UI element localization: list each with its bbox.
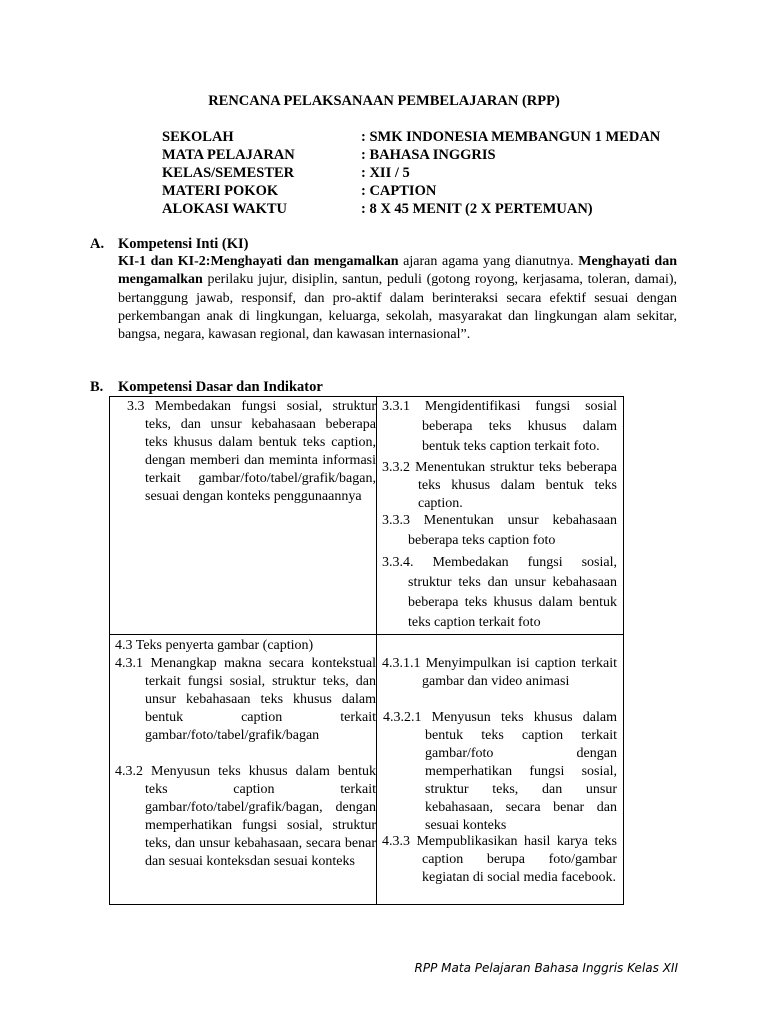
indicator-3-3-3: 3.3.3 Menentukan unsur kebahasaan beberapa teks caption foto <box>382 513 617 548</box>
identity-value: : CAPTION <box>361 183 437 199</box>
indicator-4-3-1-1: 4.3.1.1 Menyimpulkan isi caption terkait gambar dan video animasi <box>382 656 617 689</box>
identity-row-topic <box>162 182 660 200</box>
kd-4-3-2-text: 4.3.2 Menyusun teks khusus dalam bentuk teks caption terkait gambar/foto/tabel/grafik/bagan, dengan memperhatikan fungsi sosial, struktur teks, dan unsur kebahasaan, secara benar dan sesuai konteksdan sesuai konteks <box>115 764 376 869</box>
identity-row-subject <box>162 146 660 164</box>
indicator-4-3-2-1: 4.3.2.1 Menyusun teks khusus dalam bentuk teks caption terkait gambar/foto dengan memperhatikan fungsi sosial, struktur teks, dan unsur kebahasaan, secara benar dan sesuai konteks <box>383 710 617 833</box>
table-row <box>110 397 624 635</box>
section-number: A. <box>90 236 105 252</box>
ki-text: ajaran agama yang dianutnya. <box>398 254 579 269</box>
identity-label: ALOKASI WAKTU <box>162 201 288 217</box>
kd-4-3-1-text: 4.3.1 Menangkap makna secara kontekstual terkait fungsi sosial, struktur teks, dan unsur kebahasaan teks khusus dalam bentuk caption terkait gambar/foto/tabel/grafik/bagan <box>115 656 376 743</box>
ki-bold-text: Menghayati dan mengamalkan <box>118 254 677 288</box>
identity-label: SEKOLAH <box>162 129 234 145</box>
kd-cell <box>110 397 377 635</box>
kd-3-3-text: 3.3 Membedakan fungsi sosial, struktur teks, dan unsur kebahasaan beberapa teks khusus dalam bentuk teks caption, dengan memberi dan meminta informasi terkait gambar/foto/tabel/grafik/bagan, sesuai dengan konteks penggunaannya <box>127 399 376 504</box>
identity-row-time <box>162 200 660 218</box>
kd-cell <box>110 635 377 905</box>
identity-row-class <box>162 164 660 182</box>
table-row <box>110 635 624 905</box>
kd-4-3-text: 4.3 Teks penyerta gambar (caption) <box>115 638 314 653</box>
identity-label: MATA PELAJARAN <box>162 147 295 163</box>
indicator-cell <box>377 397 624 635</box>
indicator-cell <box>377 635 624 905</box>
indicator-3-3-4: 3.3.4. Membedakan fungsi sosial, struktur teks dan unsur kebahasaan beberapa teks khusus dalam bentuk teks caption terkait foto <box>382 555 617 630</box>
section-number: B. <box>90 379 104 395</box>
section-title: Kompetensi Dasar dan Indikator <box>118 379 323 395</box>
page-footer: RPP Mata Pelajaran Bahasa Inggris Kelas XII <box>414 961 678 975</box>
identity-value: : BAHASA INGGRIS <box>361 147 496 163</box>
ki-paragraph <box>118 253 677 344</box>
identity-table <box>162 128 660 218</box>
identity-row-school <box>162 128 660 146</box>
section-a-heading <box>90 236 249 253</box>
document-title: RENCANA PELAKSANAAN PEMBELAJARAN (RPP) <box>208 93 560 109</box>
indicator-4-3-3: 4.3.3 Mempublikasikan hasil karya teks caption berupa foto/gambar kegiatan di social media facebook. <box>382 834 617 885</box>
section-b-heading <box>90 379 323 396</box>
identity-value: : XII / 5 <box>361 165 410 181</box>
identity-value: : SMK INDONESIA MEMBANGUN 1 MEDAN <box>361 129 661 145</box>
ki-text: perilaku jujur, disiplin, santun, peduli (gotong royong, kerjasama, toleran, damai), bertanggung jawab, responsif, dan pro-aktif dalam berinteraksi secara efektif sesuai dengan perkembangan anak di lingkungan, keluarga, sekolah, masyarakat dan lingkungan alam sekitar, bangsa, negara, kawasan regional, dan kawasan internasional”. <box>118 272 677 343</box>
identity-label: MATERI POKOK <box>162 183 279 199</box>
indicator-3-3-1: 3.3.1 Mengidentifikasi fungsi sosial beberapa teks khusus dalam bentuk teks caption terkait foto. <box>382 399 617 454</box>
ki-bold-text: KI-1 dan KI-2:Menghayati dan mengamalkan <box>118 254 399 269</box>
identity-label: KELAS/SEMESTER <box>162 165 295 181</box>
indicator-3-3-2: 3.3.2 Menentukan struktur teks beberapa teks khusus dalam bentuk teks caption. <box>382 460 617 511</box>
identity-value: : 8 X 45 MENIT (2 X PERTEMUAN) <box>361 201 593 217</box>
kd-indicator-table <box>109 396 624 905</box>
section-title: Kompetensi Inti (KI) <box>118 236 249 252</box>
